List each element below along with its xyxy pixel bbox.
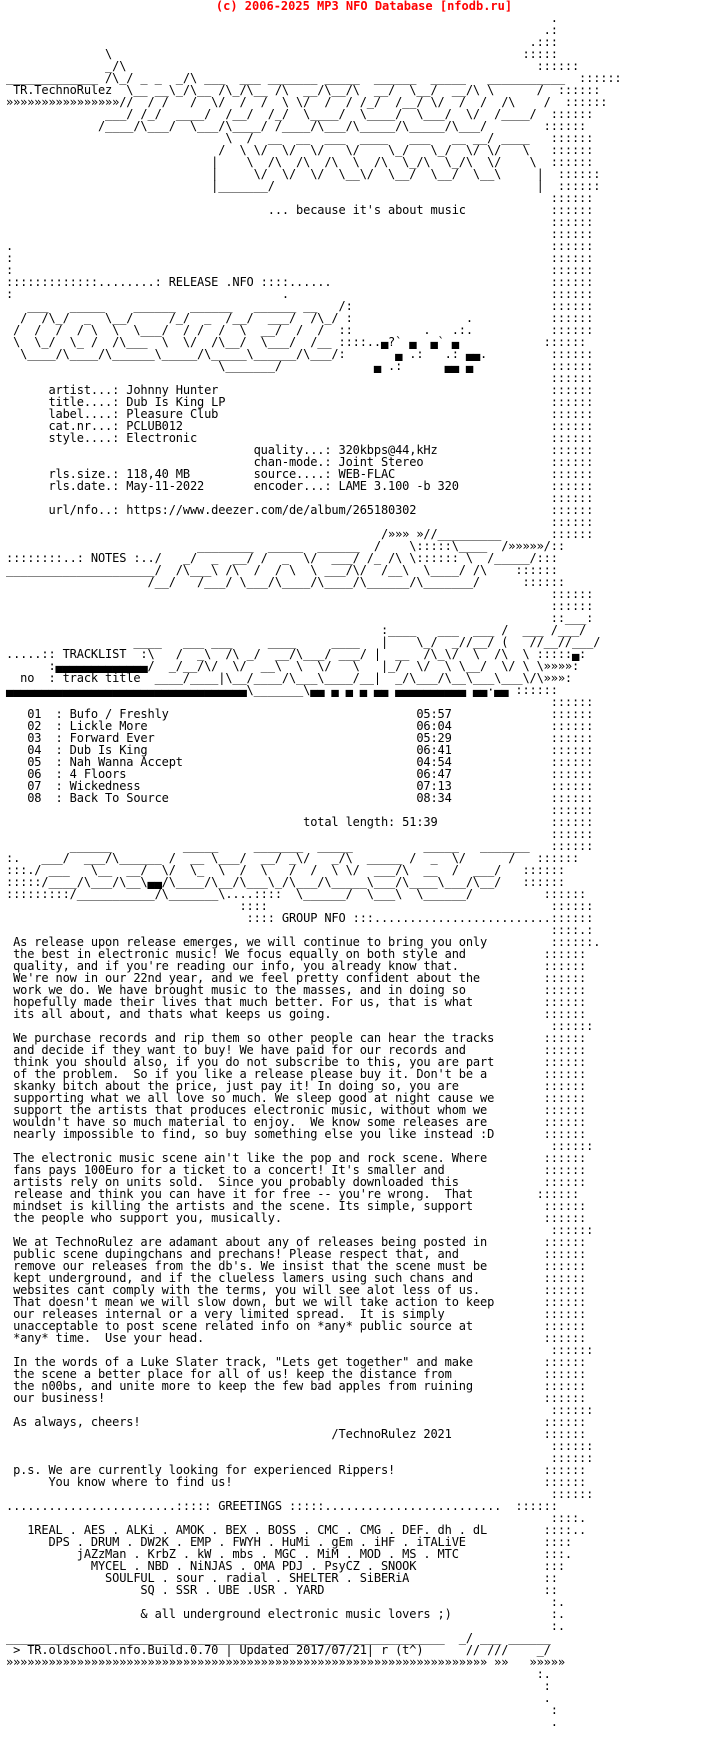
nfo-line: :::::: <box>6 491 594 505</box>
nfo-line: 1REAL . AES . ALKi . AMOK . BEX . BOSS . CMC . CMG . DEF. dh . dL ::::.. <box>6 1523 587 1537</box>
nfo-line: \ \_/ \_ / /\___ \ \/ /\__/ \___/ /__ ::::..▄?` ▄ ▄` ▄ :::::: <box>6 335 587 349</box>
nfo-line: hopefully made their lives that much better. For us, that is what :::::: <box>6 995 587 1009</box>
nfo-line: : :::::: <box>6 251 594 265</box>
nfo-line: You know where to find us! :::::: <box>6 1475 587 1489</box>
nfo-line: 05 : Nah Wanna Accept 04:54 :::::: <box>6 755 594 769</box>
nfo-line: /TechnoRulez 2021 :::::: <box>6 1427 587 1441</box>
nfo-line: :::::: <box>6 515 594 529</box>
nfo-line: remove our releases from the db's. We insist that the scene must be :::::: <box>6 1259 587 1273</box>
nfo-line: As release upon release emerges, we will continue to bring you only ::::::. <box>6 935 601 949</box>
nfo-line: jAZzMan . KrbZ . kW . mbs . MGC . MiM . MOD . MS . MTC :::. <box>6 1547 572 1561</box>
nfo-line: . <box>6 1691 551 1705</box>
nfo-line: its all about, and thats what keeps us going. :::::: <box>6 1007 587 1021</box>
nfo-line: /____/\___/ \___/\____/ /____/\___/\_____/\_____/\___/ :::::: <box>6 119 587 133</box>
nfo-line: :. <box>6 1667 551 1681</box>
nfo-line: :::::: <box>6 1343 594 1357</box>
nfo-line: no : track title ____/____|\__/____/\___\____/__| _/\___/\__\___\___\/\»»»: <box>6 671 572 685</box>
nfo-line: :::::: <box>6 599 594 613</box>
nfo-line: ::::::::..: NOTES :../ _/ _ __/ / _ \/ ___/ /_ /\ \:::::: \ /_____/::: <box>6 551 558 565</box>
nfo-line: mindset is killing the artists and the scene. Its simple, support :::::: <box>6 1199 587 1213</box>
nfo-line: :::::: <box>6 1451 594 1465</box>
nfo-line: We're now in our 22nd year, and we feel pretty confident about the :::::: <box>6 971 587 985</box>
nfo-line: :::::: <box>6 371 594 385</box>
nfo-line: 02 : Lickle More 06:04 :::::: <box>6 719 594 733</box>
nfo-line: the n00bs, and unite more to keep the few bad apples from ruining :::::: <box>6 1379 587 1393</box>
nfo-line: \ / __ __ ___ ____ ___ __ __/ ____ :::::: <box>6 131 594 145</box>
nfo-text-body <box>6 12 622 1728</box>
nfo-line: & all underground electronic music lovers ;) :. <box>6 1607 565 1621</box>
nfo-line: rls.date.: May-11-2022 encoder...: LAME 3.100 -b 320 :::::: <box>6 479 594 493</box>
nfo-line: artist...: Johnny Hunter :::::: <box>6 383 594 397</box>
nfo-line: :::: GROUP NFO :::.........................:::::: <box>6 911 594 925</box>
nfo-line: / \ \/ \/ \/ \/ \_/ \_/ \/ \/ \ :::::: <box>6 143 594 157</box>
nfo-line: wouldn't have so much material to enjoy. We know some releases are :::::: <box>6 1115 587 1129</box>
nfo-line: We at TechnoRulez are adamant about any of releases being posted in :::::: <box>6 1235 587 1249</box>
nfo-line: ::___: <box>6 611 594 625</box>
nfo-line: 01 : Bufo / Freshly 05:57 :::::: <box>6 707 594 721</box>
nfo-line: _____________________/ /\___\ /\ / / \ \ ___/\/ /__\ \____/ /\ :::::: <box>6 563 558 577</box>
nfo-line: :▄▄▄▄▄▄▄▄▄▄▄▄▄/ _/__/\/ \/ __\ \ \/ \ |_/ \/ \ \__/ \/ \ \»»»»: <box>6 659 580 673</box>
nfo-line: :::::: <box>6 1487 594 1501</box>
nfo-line: artists rely on units sold. Since you probably downloaded this :::::: <box>6 1175 587 1189</box>
nfo-line: :::::: <box>6 803 594 817</box>
nfo-line: supporting what we all love so much. We sleep good at night cause we :::::: <box>6 1091 587 1105</box>
nfo-line: DPS . DRUM . DW2K . EMP . FWYH . HuMi . gEm . iHF . iTALiVE :::: <box>6 1535 572 1549</box>
nfo-line: .::: <box>6 35 558 49</box>
nfo-line: :::::: <box>6 827 594 841</box>
nfo-line: _____________ /\_/ _ _ _/\ ___ ___ _______ _____ ______ _____ ___________ :::::: <box>6 71 622 85</box>
nfo-line: rls.size.: 118,40 MB source....: WEB-FLAC :::::: <box>6 467 594 481</box>
nfo-line: 06 : 4 Floors 06:47 :::::: <box>6 767 594 781</box>
nfo-line: fans pays 100Euro for a ticket to a concert! It's smaller and :::::: <box>6 1163 587 1177</box>
nfo-line: /__/ /___/ \___/\____/\____/\______/\_______/ :::::: <box>6 575 565 589</box>
nfo-line: The electronic music scene ain't like the pop and rock scene. Where :::::: <box>6 1151 587 1165</box>
nfo-line: :::: :::::: <box>6 899 594 913</box>
nfo-line: *any* time. Use your head. :::::: <box>6 1331 587 1345</box>
nfo-line: our business! :::::: <box>6 1391 587 1405</box>
nfo-line: quality, and if you're reading our info, you already know that. :::::: <box>6 959 587 973</box>
nfo-line: SOULFUL . sour . radial . SHELTER . SiBERiA :: <box>6 1571 558 1585</box>
nfo-line: . <box>6 1715 558 1729</box>
nfo-line: ____ ___ ___ ____ ____ | \_/ _//__/ ( //__//___/ <box>6 635 601 649</box>
nfo-line: :::::: <box>6 191 594 205</box>
nfo-line: MYCEL . NBD . NiNJAS . OMA PDJ . PsyCZ . SNOOK ::: <box>6 1559 565 1573</box>
nfo-line: : <box>6 1703 558 1717</box>
nfo-line: :::::: <box>6 1439 594 1453</box>
nfo-line: :____ ___ ___ / ___ /___/ <box>6 623 587 637</box>
nfo-line: \_______/ ▄ .: ▄▄ ▄ :::::: <box>6 359 594 373</box>
nfo-line: ______________________________________________________________ _/ ___ ______ <box>6 1631 551 1645</box>
nfo-line: skanky bitch about the price, just pay it! In doing so, you are :::::: <box>6 1079 587 1093</box>
nfo-line: title....: Dub Is King LP :::::: <box>6 395 594 409</box>
nfo-line: ______ _____ _______ _____ _____ _______ :::::: <box>6 839 594 853</box>
nfo-line: think you should also, if you do not subscribe to this, you are part :::::: <box>6 1055 587 1069</box>
nfo-line: \ ::::: <box>6 47 558 61</box>
nfo-line: our releases internal or a very limited spread. It is simply :::::: <box>6 1307 587 1321</box>
nfo-line: :. ___/ ___/\______ / __ \___/ __/ _\/ _/\ _____ / _ \/ / :::::: <box>6 851 580 865</box>
nfo-line: url/nfo..: https://www.deezer.com/de/album/265180302 :::::: <box>6 503 594 517</box>
nfo-line: :::::::::::::........: RELEASE .NFO ::::...... :::::: <box>6 275 594 289</box>
nfo-line: TR.TechnoRulez \__ __\_/\__ /\_/\__ /\ __/\__/\ __/ \__/ __/\ \ / :::::: <box>6 83 601 97</box>
nfo-line: cat.nr...: PCLUB012 :::::: <box>6 419 594 433</box>
nfo-line: .: <box>6 23 558 37</box>
nfo-line: »»»»»»»»»»»»»»»»// / / / \/ / / \ \/ / / /_/ /__/ \/ / / /\ / :::::: <box>6 95 608 109</box>
nfo-line: ___ _____ ______ ______ ______ __ /: :::::: <box>6 299 594 313</box>
nfo-line: »»»»»»»»»»»»»»»»»»»»»»»»»»»»»»»»»»»»»»»»»»»»»»»»»»»»»»»»»»»»»»»»»»»» »» »»»»» <box>6 1655 565 1669</box>
nfo-line: : . :::::: <box>6 287 594 301</box>
nfo-line: _/\ :::::: <box>6 59 580 73</box>
nfo-line: style....: Electronic :::::: <box>6 431 594 445</box>
nfo-line: :::./ ___ \__ __/ \/ \_ \ / \ / / \ \/ ___/\ __ / ___/ :::::: <box>6 863 565 877</box>
nfo-line: :::::: <box>6 1019 594 1033</box>
nfo-line: :::::/____/\___/\__\▄▄/\____/\__/\___\_/\___/\_____\___/\____\___/\__/ :::::: <box>6 875 565 889</box>
nfo-line: :. <box>6 1619 565 1633</box>
nfo-line: label....: Pleasure Club :::::: <box>6 407 594 421</box>
nfo-line: ::::. <box>6 1511 587 1525</box>
nfo-line: ___/ /_/ ____/ /__/ /_/ \____/ \____/ \___/ \/ /____/ :::::: <box>6 107 594 121</box>
nfo-line: the scene a better place for all of us! keep the distance from :::::: <box>6 1367 587 1381</box>
nfo-line: :::::::::/___________/\_______\....:::: \______/ \___\ \______/ :::::: <box>6 887 587 901</box>
nfo-line: > TR.oldschool.nfo.Build.0.70 | Updated 2017/07/21| r (t^) // /// _/ <box>6 1643 551 1657</box>
nfo-line: p.s. We are currently looking for experienced Rippers! :::::: <box>6 1463 587 1477</box>
nfo-line: :::::: <box>6 1139 594 1153</box>
nfo-line: :::::: <box>6 587 594 601</box>
site-copyright-header: (c) 2006-2025 MP3 NFO Database [nfodb.ru] <box>215 0 513 13</box>
nfo-line: | \/ \/ \/ \__\/ \__/ \__/ \__\ | :::::: <box>6 167 601 181</box>
nfo-line: / / / / \ \ \___/ / / / \ __/ / / :: . .:. :::::: <box>6 323 594 337</box>
nfo-line: 08 : Back To Source 08:34 :::::: <box>6 791 594 805</box>
nfo-line: SQ . SSR . UBE .USR . YARD :: <box>6 1583 558 1597</box>
nfo-line: |_______/ | :::::: <box>6 179 601 193</box>
nfo-line: public scene dupingchans and prechans! Please respect that, and :::::: <box>6 1247 587 1261</box>
nfo-line: : :::::: <box>6 263 594 277</box>
nfo-line: work we do. We have brought music to the masses, and in doing so :::::: <box>6 983 587 997</box>
nfo-line: of the problem. So if you like a release please buy it. Don't be a :::::: <box>6 1067 587 1081</box>
nfo-line: :. <box>6 1595 565 1609</box>
nfo-line: :::::: <box>6 215 594 229</box>
nfo-line: ▄▄▄▄▄▄▄▄▄▄▄▄▄▄▄▄▄▄▄▄▄▄▄▄▄▄▄▄▄▄▄▄▄▄\_______\▄▄ ▄ ▄ ▄ ▄▄ ▄▄▄▄▄▄▄▄▄▄ ▄▄·▄▄ :::::: <box>6 683 558 697</box>
nfo-line: 03 : Forward Ever 05:29 :::::: <box>6 731 594 745</box>
nfo-line: We purchase records and rip them so other people can hear the tracks :::::: <box>6 1031 587 1045</box>
nfo-line: / /\_/ _ \__/ /_/ _ /__/ ___/ /\_/ : . :::::: <box>6 311 594 325</box>
nfo-line: .....:: TRACKLIST :\ / _\ /\ _/ __/\___/ ___/ | __ /\_\/ \ /\ \ :::::▄: <box>6 647 587 661</box>
nfo-line: websites cant comply with the terms, you will see alot less of us. :::::: <box>6 1283 587 1297</box>
nfo-line: ::::.: <box>6 923 594 937</box>
nfo-line: :::::: <box>6 1223 594 1237</box>
nfo-line: ........................::::: GREETINGS :::::......................... :::::: <box>6 1499 558 1513</box>
nfo-line: As always, cheers! :::::: <box>6 1415 587 1429</box>
nfo-line: and decide if they want to buy! We have paid for our records and :::::: <box>6 1043 587 1057</box>
nfo-line: . :::::: <box>6 239 594 253</box>
nfo-line: In the words of a Luke Slater track, "Lets get together" and make :::::: <box>6 1355 587 1369</box>
nfo-line: :::::: <box>6 1403 594 1417</box>
nfo-line: unacceptable to post scene related info on *any* public source at :::::: <box>6 1319 587 1333</box>
nfo-line: nearly impossible to find, so buy something else you like instead :D :::::: <box>6 1127 587 1141</box>
nfo-line: ... because it's about music :::::: <box>6 203 594 217</box>
nfo-line: \____/\____/\______\_____/\_____\______/\___/: ▄ .: .: ▄▄. :::::: <box>6 347 594 361</box>
nfo-line: :::::: <box>6 695 594 709</box>
nfo-line: /»»» »//_________ :::::: <box>6 527 594 541</box>
nfo-line: kept underground, and if the clueless lamers using such chans and :::::: <box>6 1271 587 1285</box>
nfo-line: chan-mode.: Joint Stereo :::::: <box>6 455 594 469</box>
nfo-line: 07 : Wickedness 07:13 :::::: <box>6 779 594 793</box>
nfo-line: | \ /\ /\ /\ \ /\ \_/\ \_/\ \/ \ :::::: <box>6 155 594 169</box>
nfo-line: support the artists that produces electronic music, without whom we :::::: <box>6 1103 587 1117</box>
nfo-line: the best in electronic music! We focus equally on both style and :::::: <box>6 947 587 961</box>
nfo-line: the people who support you, musically. :::::: <box>6 1211 587 1225</box>
nfo-line: :::::: <box>6 227 594 241</box>
nfo-line: quality...: 320kbps@44,kHz :::::: <box>6 443 594 457</box>
nfo-line: 04 : Dub Is King 06:41 :::::: <box>6 743 594 757</box>
nfo-line: release and think you can have it for free -- you're wrong. That :::::: <box>6 1187 580 1201</box>
nfo-line: That doesn't mean we will slow down, but we will take action to keep :::::: <box>6 1295 587 1309</box>
nfo-line: : <box>6 1679 551 1693</box>
nfo-line: total length: 51:39 :::::: <box>6 815 594 829</box>
nfo-line: ________ _____ ______ / \:::::\____ /»»»»»/:: <box>6 539 565 553</box>
nfo-line: . <box>6 11 558 25</box>
